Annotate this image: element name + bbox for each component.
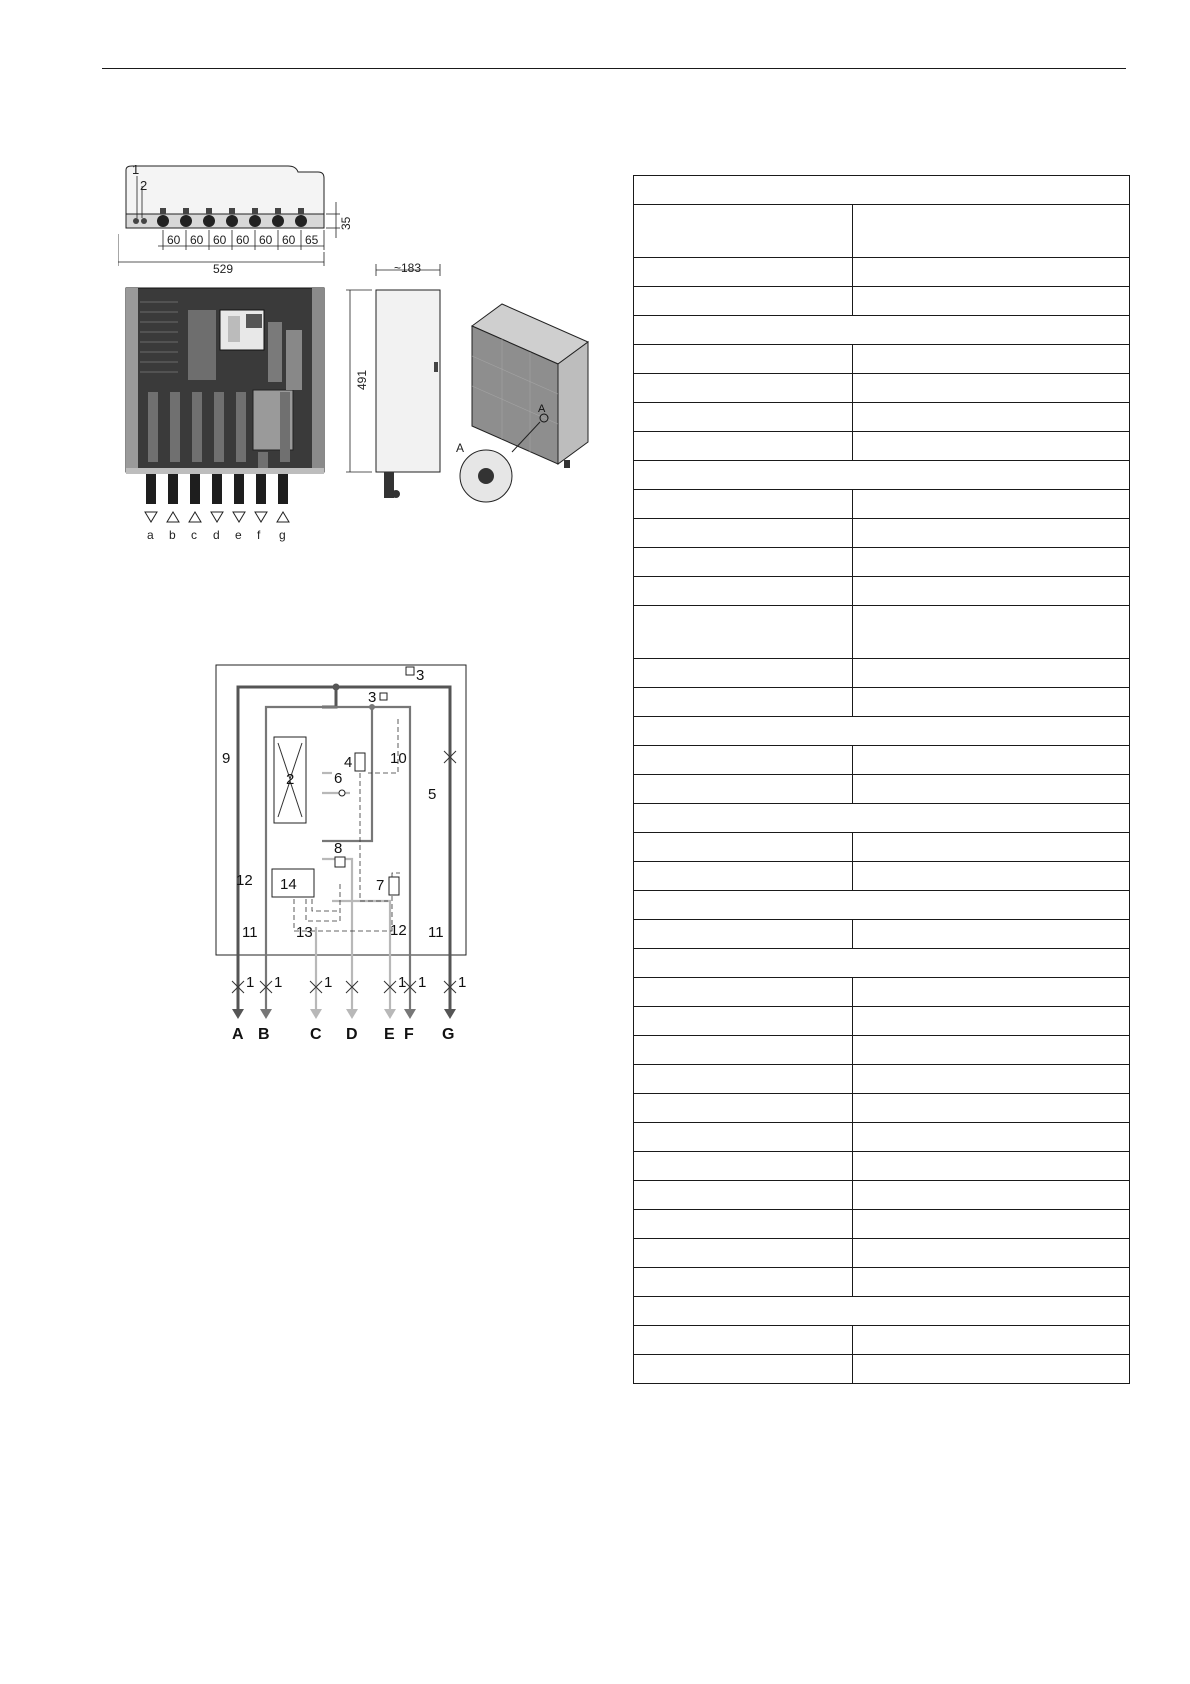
port-e: e [235,528,242,542]
parameter-cell [634,978,853,1007]
value-cell [853,1355,1130,1384]
iso-view-figure [452,296,592,508]
spacing-1: 60 [167,233,181,247]
port-b: b [169,528,176,542]
schematic-label-3-inner: 3 [368,689,377,706]
table-row [634,606,1130,659]
technical-data-table [633,175,1130,1384]
section-cell [634,176,1130,205]
connection-E: E [384,1026,395,1043]
section-cell [634,1297,1130,1326]
value-cell [853,403,1130,432]
hydraulic-schematic [212,663,482,1043]
value-cell [853,577,1130,606]
port-c: c [191,528,197,542]
parameter-cell [634,1326,853,1355]
iso-detail-label: A [456,441,465,455]
table-row [634,1094,1130,1123]
table-row [634,1326,1130,1355]
port-a: a [147,528,154,542]
table-section-row [634,891,1130,920]
parameter-cell [634,659,853,688]
value-cell [853,1326,1130,1355]
value-cell [853,258,1130,287]
side-depth: ~183 [394,262,422,275]
table-section-row [634,1297,1130,1326]
section-cell [634,804,1130,833]
value-cell [853,519,1130,548]
table-row [634,205,1130,258]
spacing-4: 60 [236,233,250,247]
value-cell [853,659,1130,688]
parameter-cell [634,746,853,775]
top-callout-1: 1 [132,162,140,177]
height-dimension: 35 [339,216,353,230]
table-row [634,1210,1130,1239]
table-row [634,374,1130,403]
section-cell [634,949,1130,978]
schematic-label-7: 7 [376,877,385,894]
spacing-6: 60 [282,233,296,247]
value-cell [853,548,1130,577]
value-cell [853,833,1130,862]
table-row [634,548,1130,577]
parameter-cell [634,287,853,316]
schematic-label-8: 8 [334,840,343,857]
table-section-row [634,316,1130,345]
header-rule [102,68,1126,69]
table-row [634,833,1130,862]
top-view-figure [118,162,358,280]
table-row [634,1007,1130,1036]
port-g: g [279,528,286,542]
parameter-cell [634,548,853,577]
table-row [634,1239,1130,1268]
connection-F: F [404,1026,414,1043]
table-row [634,403,1130,432]
value-cell [853,978,1130,1007]
value-cell [853,1181,1130,1210]
parameter-cell [634,1065,853,1094]
table-row [634,287,1130,316]
parameter-cell [634,345,853,374]
table-row [634,920,1130,949]
parameter-cell [634,1094,853,1123]
spacing-5: 60 [259,233,273,247]
table-row [634,688,1130,717]
schematic-label-3-top: 3 [416,667,425,684]
table-row [634,519,1130,548]
connection-C: C [310,1026,322,1043]
parameter-cell [634,688,853,717]
top-callout-2: 2 [140,178,148,193]
spacing-7: 65 [305,233,319,247]
value-cell [853,1065,1130,1094]
value-cell [853,1036,1130,1065]
parameter-cell [634,519,853,548]
schematic-label-1-e: 1 [398,974,407,991]
table-row [634,1181,1130,1210]
schematic-label-13: 13 [296,924,313,941]
value-cell [853,345,1130,374]
connection-A: A [232,1026,244,1043]
parameter-cell [634,920,853,949]
parameter-cell [634,862,853,891]
table-section-row [634,949,1130,978]
table-row [634,978,1130,1007]
value-cell [853,287,1130,316]
section-cell [634,461,1130,490]
spacing-2: 60 [190,233,204,247]
table-row [634,1065,1130,1094]
value-cell [853,920,1130,949]
table-section-row [634,461,1130,490]
table-row [634,659,1130,688]
parameter-cell [634,1007,853,1036]
value-cell [853,1268,1130,1297]
iso-detail-marker: A [538,403,546,415]
port-f: f [257,528,261,542]
schematic-label-14: 14 [280,876,297,893]
parameter-cell [634,374,853,403]
table-section-row [634,804,1130,833]
value-cell [853,746,1130,775]
spacing-3: 60 [213,233,227,247]
schematic-label-9: 9 [222,750,231,767]
parameter-cell [634,1036,853,1065]
section-cell [634,316,1130,345]
parameter-cell [634,205,853,258]
port-d: d [213,528,220,542]
parameter-cell [634,1355,853,1384]
parameter-cell [634,403,853,432]
table-row [634,1152,1130,1181]
table-row [634,432,1130,461]
section-cell [634,717,1130,746]
value-cell [853,1210,1130,1239]
value-cell [853,205,1130,258]
schematic-label-11-left: 11 [242,924,258,941]
table-row [634,862,1130,891]
value-cell [853,432,1130,461]
schematic-label-2: 2 [286,771,295,788]
schematic-label-1-b: 1 [274,974,283,991]
parameter-cell [634,1181,853,1210]
parameter-cell [634,775,853,804]
parameter-cell [634,606,853,659]
parameter-cell [634,1210,853,1239]
schematic-label-10: 10 [390,750,407,767]
value-cell [853,1152,1130,1181]
value-cell [853,1239,1130,1268]
parameter-cell [634,577,853,606]
value-cell [853,862,1130,891]
value-cell [853,775,1130,804]
table-row [634,1123,1130,1152]
table-row [634,577,1130,606]
value-cell [853,374,1130,403]
table-row [634,1036,1130,1065]
table-row [634,1355,1130,1384]
table-section-row [634,717,1130,746]
value-cell [853,606,1130,659]
connection-B: B [258,1026,270,1043]
table-row [634,775,1130,804]
parameter-cell [634,1123,853,1152]
parameter-cell [634,432,853,461]
table-row [634,345,1130,374]
parameter-cell [634,258,853,287]
schematic-label-1-g: 1 [458,974,467,991]
table-row [634,1268,1130,1297]
schematic-label-4: 4 [344,754,353,771]
table-row [634,490,1130,519]
side-height: 491 [355,369,369,390]
schematic-label-5: 5 [428,786,437,803]
connection-G: G [442,1026,455,1043]
parameter-cell [634,1152,853,1181]
table-row [634,746,1130,775]
value-cell [853,1094,1130,1123]
value-cell [853,490,1130,519]
overall-width: 529 [213,262,234,276]
schematic-label-6: 6 [334,770,343,787]
parameter-cell [634,1239,853,1268]
table-row [634,258,1130,287]
parameter-cell [634,833,853,862]
value-cell [853,1123,1130,1152]
value-cell [853,1007,1130,1036]
side-view-figure [346,262,446,522]
parameter-cell [634,490,853,519]
table-section-row [634,176,1130,205]
schematic-label-12-right: 12 [390,922,407,939]
section-cell [634,891,1130,920]
schematic-label-1-f: 1 [418,974,427,991]
front-view-figure [118,282,336,548]
schematic-label-1-c: 1 [324,974,333,991]
schematic-label-11-right: 11 [428,924,444,941]
value-cell [853,688,1130,717]
parameter-cell [634,1268,853,1297]
connection-D: D [346,1026,358,1043]
schematic-label-12-left: 12 [236,872,253,889]
schematic-label-1-a: 1 [246,974,255,991]
